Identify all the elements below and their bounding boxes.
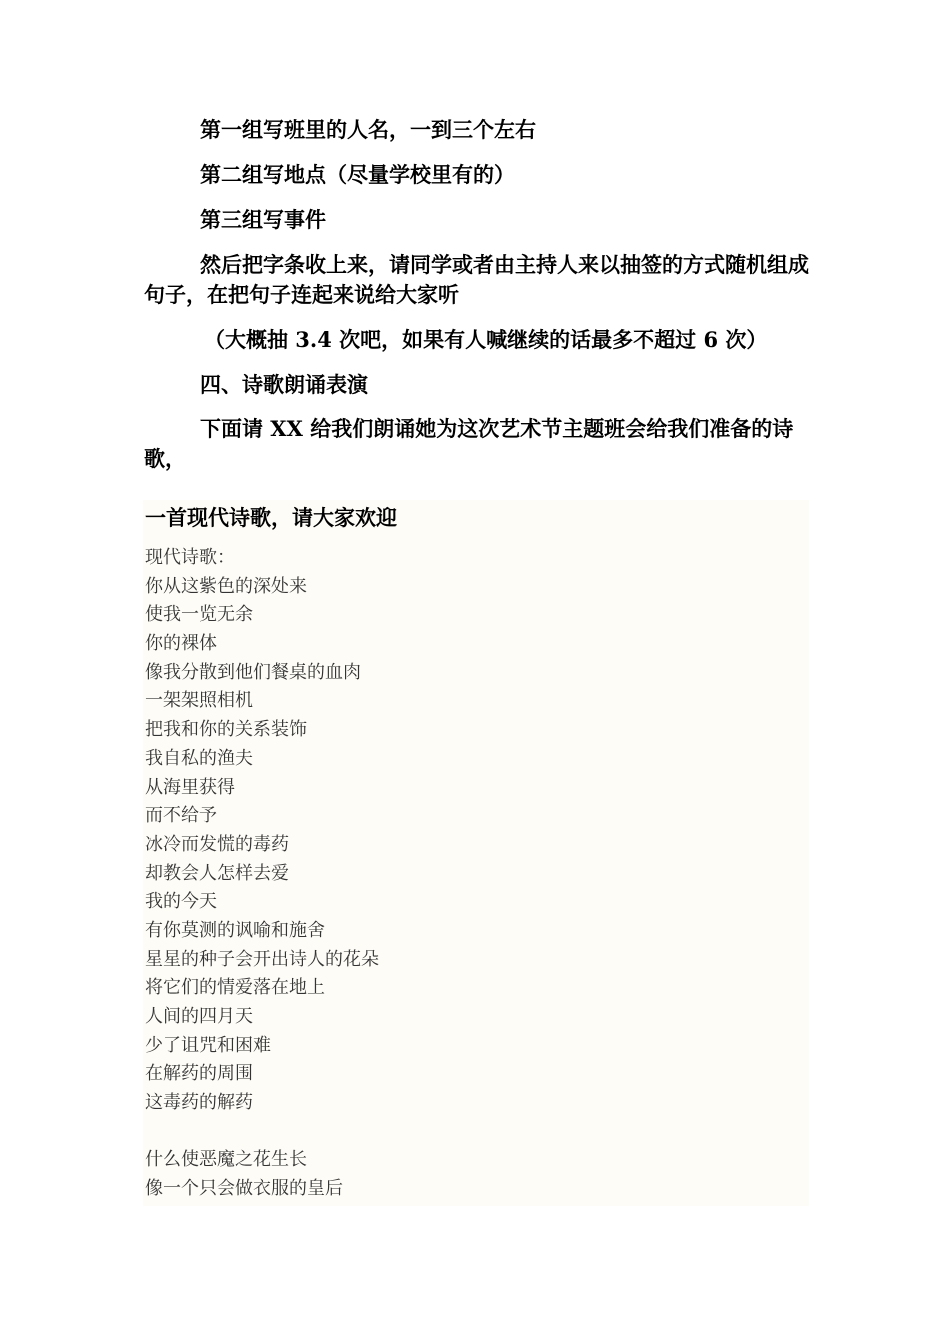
poem-line: 一架架照相机: [145, 690, 253, 712]
poem-line: 像我分散到他们餐桌的血肉: [145, 661, 361, 683]
poem-line: 却教会人怎样去爱: [145, 862, 289, 884]
poem-line: 有你莫测的讽喻和施舍: [145, 919, 325, 941]
paragraph-group-two: 第二组写地点（尽量学校里有的）: [200, 162, 515, 187]
poem-line: 这毒药的解药: [145, 1092, 253, 1114]
poem-line: 从海里获得: [145, 776, 235, 798]
poem-line: 你的裸体: [145, 633, 217, 655]
poem-stanza-break: [145, 1118, 379, 1147]
poem-line: 星星的种子会开出诗人的花朵: [145, 948, 379, 970]
poem-line: 我的今天: [145, 891, 217, 913]
section-heading-poetry-recital: 四、诗歌朗诵表演: [200, 372, 368, 397]
poem-line: 我自私的渔夫: [145, 747, 253, 769]
poem-line: 什么使恶魔之花生长: [145, 1149, 307, 1171]
poem-block: [143, 500, 809, 1206]
paragraph-group-one: 第一组写班里的人名，一到三个左右: [200, 117, 536, 142]
poem-lines: [145, 544, 379, 1204]
poem-line: 像一个只会做衣服的皇后: [145, 1178, 343, 1200]
poem-line: 把我和你的关系装饰: [145, 719, 307, 741]
poem-line: 冰冷而发慌的毒药: [145, 833, 289, 855]
paragraph-instructions: 然后把字条收上来，请同学或者由主持人来以抽签的方式随机组成句子，在把句子连起来说给大家听: [144, 252, 809, 307]
poem-line: 在解药的周围: [145, 1063, 253, 1085]
poem-line: 少了诅咒和困难: [145, 1034, 271, 1056]
poem-line: 你从这紫色的深处来: [145, 575, 307, 597]
poem-line: 使我一览无余: [145, 604, 253, 626]
poem-line: 而不给予: [145, 805, 217, 827]
paragraph-poem-introduction: 下面请 XX 给我们朗诵她为这次艺术节主题班会给我们准备的诗歌，: [144, 416, 794, 471]
poem-line: 现代诗歌：: [145, 547, 235, 568]
poem-line: 人间的四月天: [145, 1006, 253, 1027]
poem-heading: 一首现代诗歌，请大家欢迎: [145, 505, 397, 530]
poem-line: 将它们的情爱落在地上: [145, 977, 325, 999]
paragraph-draw-count-note: （大概抽 3.4 次吧，如果有人喊继续的话最多不超过 6 次）: [204, 327, 768, 352]
paragraph-group-three: 第三组写事件: [200, 207, 326, 232]
